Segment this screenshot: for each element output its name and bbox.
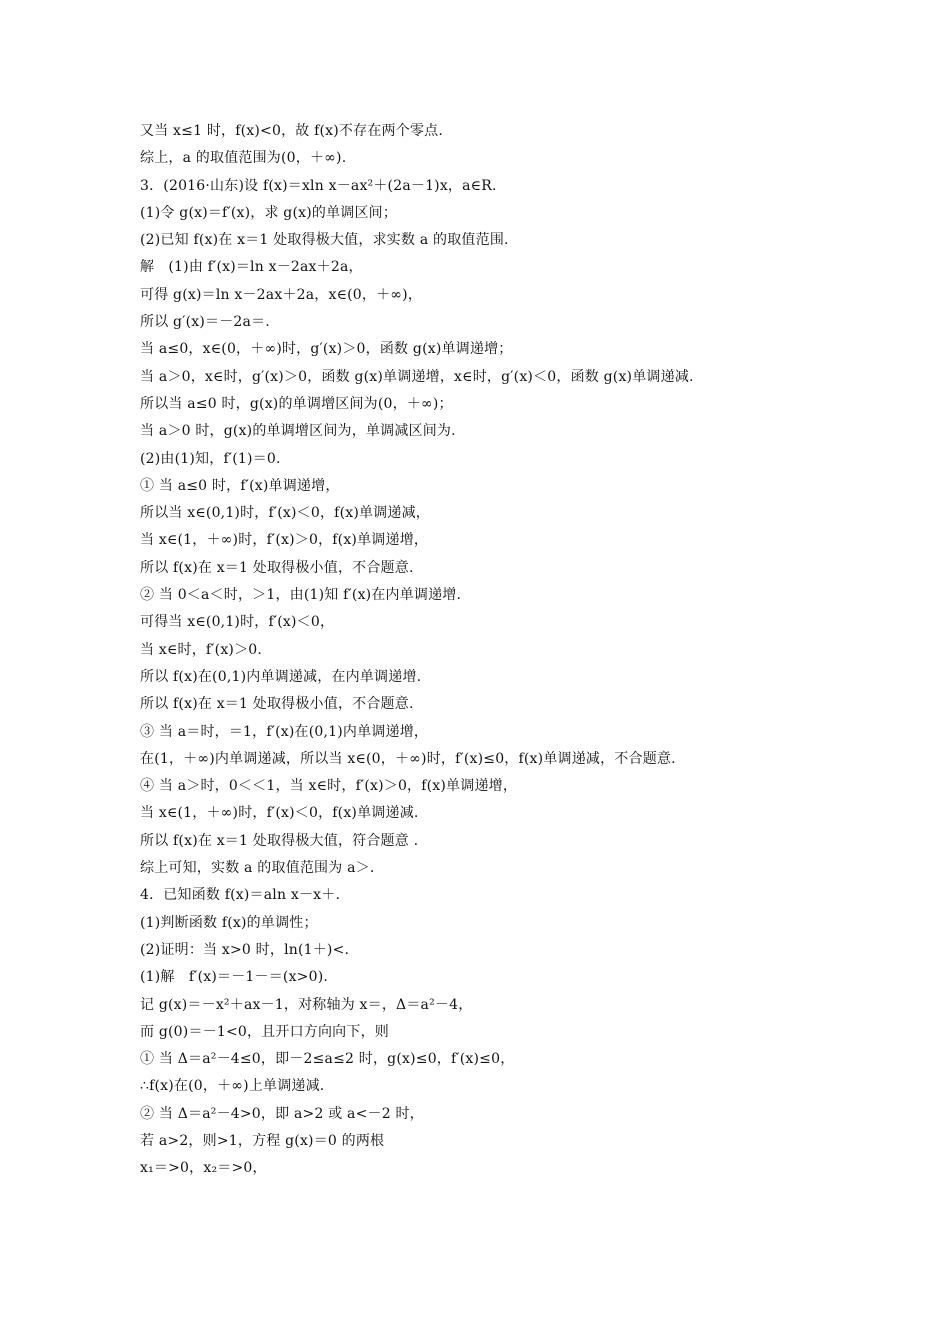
text-line: 所以当 x∈(0,1)时，f′(x)＜0，f(x)单调递减， [140, 505, 430, 522]
text-line: 所以 f(x)在 x＝1 处取得极小值，不合题意. [140, 696, 414, 713]
text-line: 当 a≤0，x∈(0，＋∞)时，g′(x)＞0，函数 g(x)单调递增； [140, 341, 513, 358]
document-body [140, 118, 840, 1183]
solution-start: (1)解 f′(x)＝－1－＝(x>0). [140, 969, 329, 986]
problem-3-statement: 3．(2016·山东)设 f(x)＝xln x－ax²＋(2a－1)x，a∈R. [140, 177, 497, 194]
case-1: ① 当 Δ＝a²－4≤0，即－2≤a≤2 时，g(x)≤0，f′(x)≤0， [140, 1051, 515, 1068]
text-line: 记 g(x)＝－x²＋ax－1，对称轴为 x＝，Δ＝a²－4， [140, 996, 473, 1013]
text-line: 当 a＞0 时，g(x)的单调增区间为，单调减区间为. [140, 423, 456, 440]
case-3: ③ 当 a＝时，＝1，f′(x)在(0,1)内单调递增， [140, 723, 429, 740]
text-line: 可得 g(x)＝ln x－2ax＋2a，x∈(0，＋∞)， [140, 286, 423, 303]
text-line: 所以 g′(x)＝－2a＝. [140, 314, 270, 331]
conclusion: 综上可知，实数 a 的取值范围为 a＞. [140, 860, 375, 877]
text-line: 当 x∈(1，＋∞)时，f′(x)＜0，f(x)单调递减. [140, 805, 419, 822]
text-line: 若 a>2，则>1，方程 g(x)＝0 的两根 [140, 1132, 385, 1149]
case-4: ④ 当 a＞时，0＜＜1，当 x∈时，f′(x)＞0，f(x)单调递增， [140, 778, 518, 795]
case-2: ② 当 Δ＝a²－4>0，即 a>2 或 a<－2 时， [140, 1105, 424, 1122]
text-line: x₁＝>0，x₂＝>0， [140, 1160, 267, 1177]
text-line: 当 a＞0，x∈时，g′(x)＞0，函数 g(x)单调递增，x∈时，g′(x)＜0，函数 g(x)单调递减. [140, 368, 694, 385]
problem-4-statement: 4．已知函数 f(x)＝aln x－x＋. [140, 887, 341, 904]
text-line: 在(1，＋∞)内单调递减，所以当 x∈(0，＋∞)时，f′(x)≤0，f(x)单调递减，不合题意. [140, 750, 676, 767]
text-line: ∴f(x)在(0，＋∞)上单调递减. [140, 1078, 325, 1095]
text-line: 而 g(0)＝－1<0，且开口方向向下，则 [140, 1023, 389, 1040]
text-line: 所以当 a≤0 时，g(x)的单调增区间为(0，＋∞)； [140, 395, 453, 412]
problem-4-part-2: (2)证明：当 x>0 时，ln(1＋)<. [140, 941, 350, 958]
text-line: 可得当 x∈(0,1)时，f′(x)＜0， [140, 614, 335, 631]
text-line: 所以 f(x)在(0,1)内单调递减，在内单调递增. [140, 668, 422, 685]
text-line: 当 x∈时，f′(x)＞0. [140, 641, 263, 658]
text-line: 所以 f(x)在 x＝1 处取得极小值，不合题意. [140, 559, 414, 576]
text-line: 综上，a 的取值范围为(0，＋∞). [140, 150, 347, 167]
text-line: 当 x∈(1，＋∞)时，f′(x)＞0，f(x)单调递增， [140, 532, 429, 549]
text-line: 所以 f(x)在 x＝1 处取得极大值，符合题意 . [140, 832, 419, 849]
problem-3-part-1: (1)令 g(x)＝f′(x)，求 g(x)的单调区间； [140, 204, 398, 221]
problem-4-part-1: (1)判断函数 f(x)的单调性； [140, 914, 318, 931]
case-1: ① 当 a≤0 时，f′(x)单调递增， [140, 477, 340, 494]
case-2: ② 当 0＜a＜时，＞1，由(1)知 f′(x)在内单调递增. [140, 587, 462, 604]
solution-start: 解 (1)由 f′(x)＝ln x－2ax＋2a， [140, 259, 363, 276]
text-line: (2)由(1)知，f′(1)＝0. [140, 450, 281, 467]
problem-3-part-2: (2)已知 f(x)在 x＝1 处取得极大值，求实数 a 的取值范围. [140, 232, 509, 249]
text-line: 又当 x≤1 时，f(x)<0，故 f(x)不存在两个零点. [140, 123, 443, 139]
